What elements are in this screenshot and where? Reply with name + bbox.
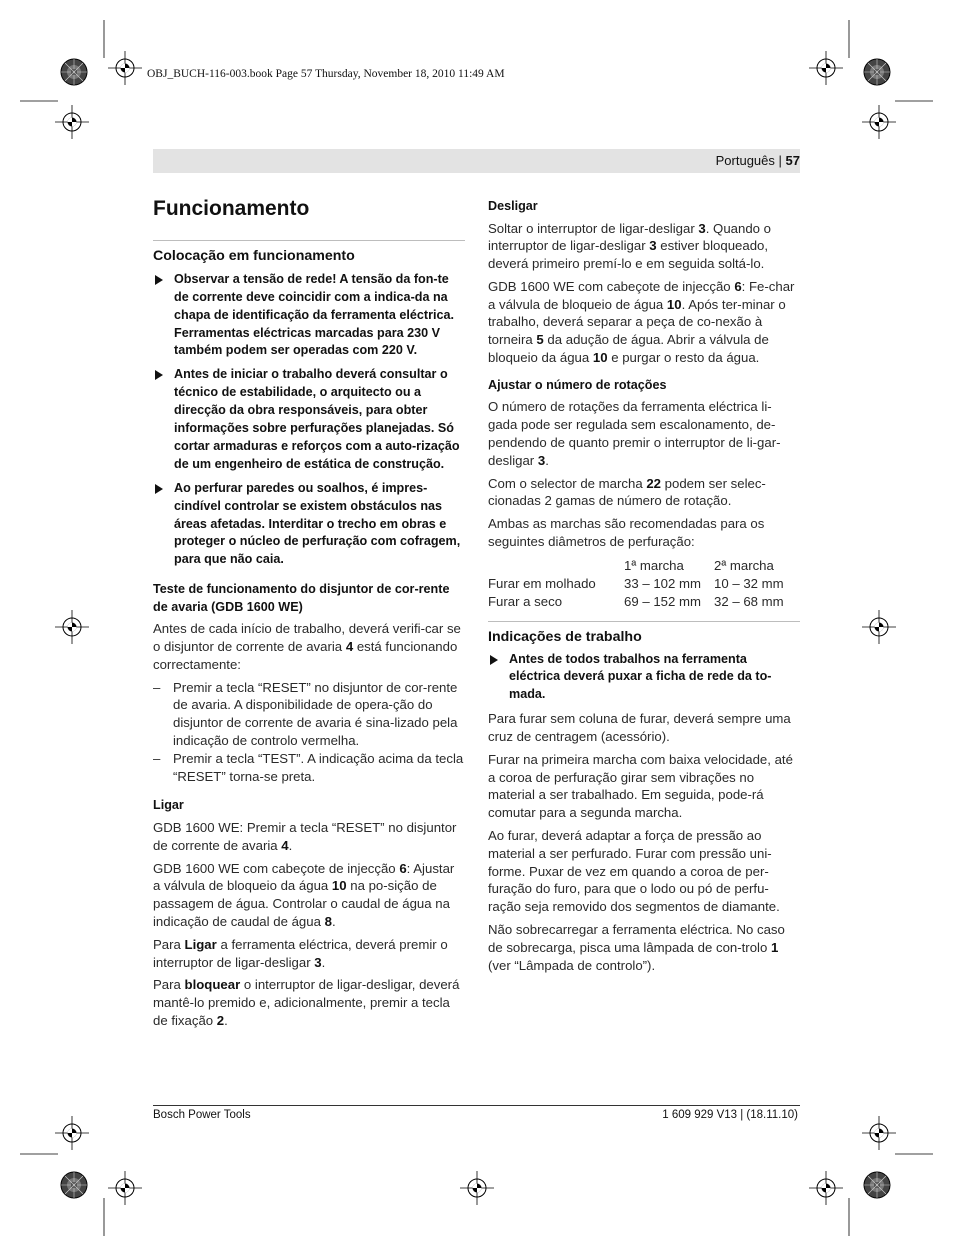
- warning-bullet: Antes de todos trabalhos na ferramenta eléctrica deverá puxar a ficha de rede da to-mada.: [488, 651, 800, 705]
- paragraph: GDB 1600 WE com cabeçote de injecção 6: Ajustar a válvula de bloqueio da água 10 na po-sição de passagem de água. Controlar o caudal de água na indicação de caudal de água 8.: [153, 860, 455, 929]
- warning-bullet: Observar a tensão de rede! A tensão da fon-te de corrente deve coincidir com a indica-da na chapa de identificação da ferramenta eléctrica. Ferramentas eléctricas marcadas para 230 V também podem ser operadas com 220 V.: [153, 271, 465, 361]
- header-separator: |: [778, 153, 782, 168]
- running-header: [716, 153, 800, 168]
- paragraph: Para furar sem coluna de furar, deverá sempre uma cruz de centragem (acessório).: [488, 711, 791, 745]
- section-rule: [153, 240, 465, 241]
- section-rule: [488, 621, 800, 622]
- paragraph: Não sobrecarregar a ferramenta eléctrica. No caso de sobrecarga, pisca uma lâmpada de con-trolo 1 (ver “Lâmpada de controlo”).: [488, 922, 785, 973]
- triangle-bullet-icon: [155, 370, 163, 380]
- paragraph: Ao furar, deverá adaptar a força de pressão ao material a ser perfurado. Furar com pressão uni-forme. Puxar de vez em quando a coroa de per-furação do furo, para que o lodo ou pó de perfu-ração seja removido dos segmentos de diamante.: [488, 828, 780, 915]
- page-title: Funcionamento: [153, 197, 310, 220]
- section-heading: Colocação em funcionamento: [153, 248, 355, 264]
- paragraph: GDB 1600 WE: Premir a tecla “RESET” no disjuntor de corrente de avaria 4.: [153, 819, 457, 853]
- paragraph: GDB 1600 WE com cabeçote de injecção 6: Fe-char a válvula de bloqueio de água 10. Após ter-minar o trabalho, deverá separar a peça de co-nexão à torneira 5 da adução de água. Abrir a válvula de bloqueio da água 10 e purgar o resto da água.: [488, 278, 795, 366]
- printer-info-line: OBJ_BUCH-116-003.book Page 57 Thursday, November 18, 2010 11:49 AM: [147, 68, 505, 80]
- paragraph: Com o selector de marcha 22 podem ser selec-cionadas 2 gamas de número de rotação.: [488, 475, 766, 509]
- paragraph: Para bloquear o interruptor de ligar-desligar, deverá mantê-lo premido e, adicionalmente, premir a tecla de fixação 2.: [153, 977, 460, 1028]
- right-column: [488, 198, 800, 974]
- warning-bullet: Antes de iniciar o trabalho deverá consultar o técnico de estabilidade, o arquitecto ou a direcção da obra responsáveis, para obter informações sobre perfurações planejadas. Só cortar armaduras e reforços com a auto-rização de um engenheiro de estática de construção.: [153, 366, 465, 473]
- paragraph: O número de rotações da ferramenta eléctrica li-gada pode ser regulada sem escalonamento, de-pendendo de quanto premir o interruptor de li-gar-desligar 3.: [488, 399, 781, 468]
- warning-bullet: Ao perfurar paredes ou soalhos, é impres-cindível controlar se existem obstáculos nas áreas afetadas. Interditar o trecho em obras e proteger o núcleo de perfuração com cofragem, para que não caia.: [153, 480, 465, 570]
- paragraph: Ambas as marchas são recomendadas para os seguintes diâmetros de perfuração:: [488, 516, 765, 549]
- page-number: 57: [785, 153, 800, 168]
- running-header-bar: [153, 149, 800, 173]
- subsection-heading: Ajustar o número de rotações: [488, 377, 667, 392]
- dash-list-item: – Premir a tecla “RESET” no disjuntor de cor-rente de avaria. A disponibilidade de opera-ção do disjuntor de corrente de avaria é sina-lizado pela indicação de controlo vermelha.: [153, 679, 458, 749]
- table-row: Furar em molhado 33 – 102 mm 10 – 32 mm: [488, 575, 784, 591]
- paragraph: Antes de cada início de trabalho, deverá verifi-car se o disjuntor de corrente de avaria 4 está funcionando correctamente:: [153, 621, 461, 672]
- triangle-bullet-icon: [155, 484, 163, 494]
- header-language: Português: [715, 153, 775, 168]
- table-row: Furar a seco 69 – 152 mm 32 – 68 mm: [488, 593, 784, 609]
- footer-doc-number: 1 609 929 V13 | (18.11.10): [662, 1109, 798, 1121]
- left-column: [153, 240, 465, 1030]
- subsection-heading: Desligar: [488, 199, 538, 213]
- rpm-table: [488, 557, 784, 611]
- paragraph: Para Ligar a ferramenta eléctrica, deverá premir o interruptor de ligar-desligar 3.: [153, 936, 448, 970]
- section-heading: Indicações de trabalho: [488, 628, 642, 645]
- footer-rule: [153, 1105, 800, 1106]
- dash-list-item: – Premir a tecla “TEST”. A indicação acima da tecla “RESET” torna-se preta.: [153, 750, 464, 784]
- subsection-heading: Ligar: [153, 798, 184, 813]
- paragraph: Soltar o interruptor de ligar-desligar 3. Quando o interruptor de ligar-desligar 3 estiver bloqueado, deverá primeiro premí-lo e em seguida soltá-lo.: [488, 220, 771, 272]
- triangle-bullet-icon: [155, 275, 163, 285]
- footer-brand: Bosch Power Tools: [153, 1109, 251, 1121]
- subsection-heading: Teste de funcionamento do disjuntor de cor-rente de avaria (GDB 1600 WE): [153, 582, 450, 614]
- paragraph: Furar na primeira marcha com baixa velocidade, até a coroa de perfuração girar sem vibrações no material a ser trabalhado. Em seguida, pode-rá comutar para a segunda marcha.: [488, 751, 793, 821]
- table-header-row: 1ª marcha 2ª marcha: [624, 557, 774, 573]
- triangle-bullet-icon: [490, 655, 498, 665]
